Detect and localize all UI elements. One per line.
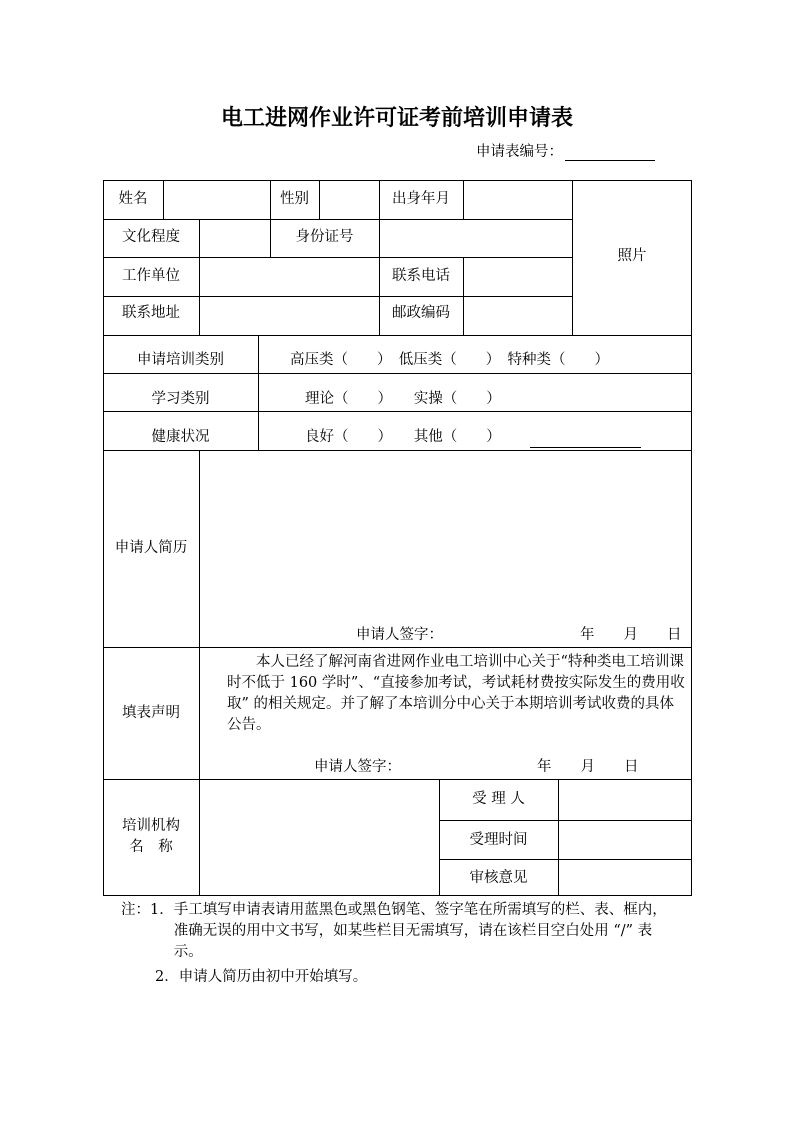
note-item-1-text: 手工填写申请表请用蓝黑色或黑色钢笔、签字笔在所需填写的栏、表、框内，准确无误的用中文书写，如某些栏目无需填写，请在该栏目空白处用 “/” 表示。 [173, 902, 667, 960]
application-form-table [103, 180, 692, 896]
id-number-label: 身份证号 [295, 229, 354, 245]
postcode-field[interactable] [464, 297, 572, 335]
employer-field[interactable] [200, 258, 379, 296]
gender-field[interactable] [320, 180, 379, 219]
page-title: 电工进网作业许可证考前培训申请表 [220, 105, 573, 131]
study-type-label: 学习类别 [151, 391, 210, 407]
institution-label-line2: 名 称 [129, 839, 173, 855]
id-number-field[interactable] [380, 220, 572, 257]
resume-signature-label: 申请人签字： [356, 627, 443, 643]
note-item-1-number: 1． [150, 902, 174, 918]
study-type-options[interactable]: 理论（ ） 实操（ ） [305, 391, 501, 407]
employer-label: 工作单位 [122, 268, 180, 284]
declaration-signature-label: 申请人签字： [314, 759, 401, 775]
receiver-label: 受 理 人 [472, 791, 525, 807]
receive-time-field[interactable] [559, 821, 691, 859]
birth-label: 出身年月 [392, 191, 450, 207]
form-number [476, 140, 655, 161]
address-label: 联系地址 [122, 305, 180, 321]
training-type-label: 申请培训类别 [137, 352, 224, 368]
phone-field[interactable] [464, 258, 572, 296]
gender-label: 性别 [280, 191, 309, 207]
resume-label: 申请人简历 [114, 540, 188, 556]
institution-label-line1: 培训机构 [122, 818, 180, 834]
education-label: 文化程度 [122, 229, 180, 245]
form-number-field[interactable] [565, 146, 655, 161]
phone-label: 联系电话 [392, 268, 450, 284]
health-label: 健康状况 [151, 429, 210, 445]
form-number-label: 申请表编号： [476, 144, 563, 160]
resume-date: 年 月 日 [580, 627, 682, 643]
training-type-options[interactable]: 高压类（ ） 低压类（ ） 特种类（ ） [290, 352, 609, 368]
institution-name-field[interactable] [200, 780, 439, 896]
review-field[interactable] [559, 860, 691, 896]
photo-box[interactable]: 照片 [617, 248, 647, 264]
resume-field[interactable] [200, 451, 691, 621]
name-field[interactable] [164, 180, 270, 219]
receive-time-label: 受理时间 [469, 832, 528, 848]
postcode-label: 邮政编码 [392, 305, 450, 321]
note-item-2: 2．申请人简历由初中开始填写。 [155, 969, 368, 985]
note-item-1 [121, 900, 681, 963]
declaration-date: 年 月 日 [537, 759, 639, 775]
health-options[interactable]: 良好（ ） 其他（ ） [305, 429, 501, 445]
birth-field[interactable] [464, 180, 572, 219]
review-label: 审核意见 [469, 870, 528, 886]
declaration-text: 本人已经了解河南省进网作业电工培训中心关于“特种类电工培训课时不低于 160 学时”、“直接参加考试，考试耗材费按实际发生的费用收取” 的相关规定。并了解了本培训分中心关于本期培训考试收费的具体公告。 [227, 654, 685, 733]
receiver-field[interactable] [559, 780, 691, 820]
notes-prefix: 注： [121, 902, 150, 918]
declaration-label: 填表声明 [122, 705, 180, 721]
name-label: 姓名 [118, 191, 148, 207]
address-field[interactable] [200, 297, 379, 335]
education-field[interactable] [200, 220, 270, 257]
notes [121, 900, 681, 988]
